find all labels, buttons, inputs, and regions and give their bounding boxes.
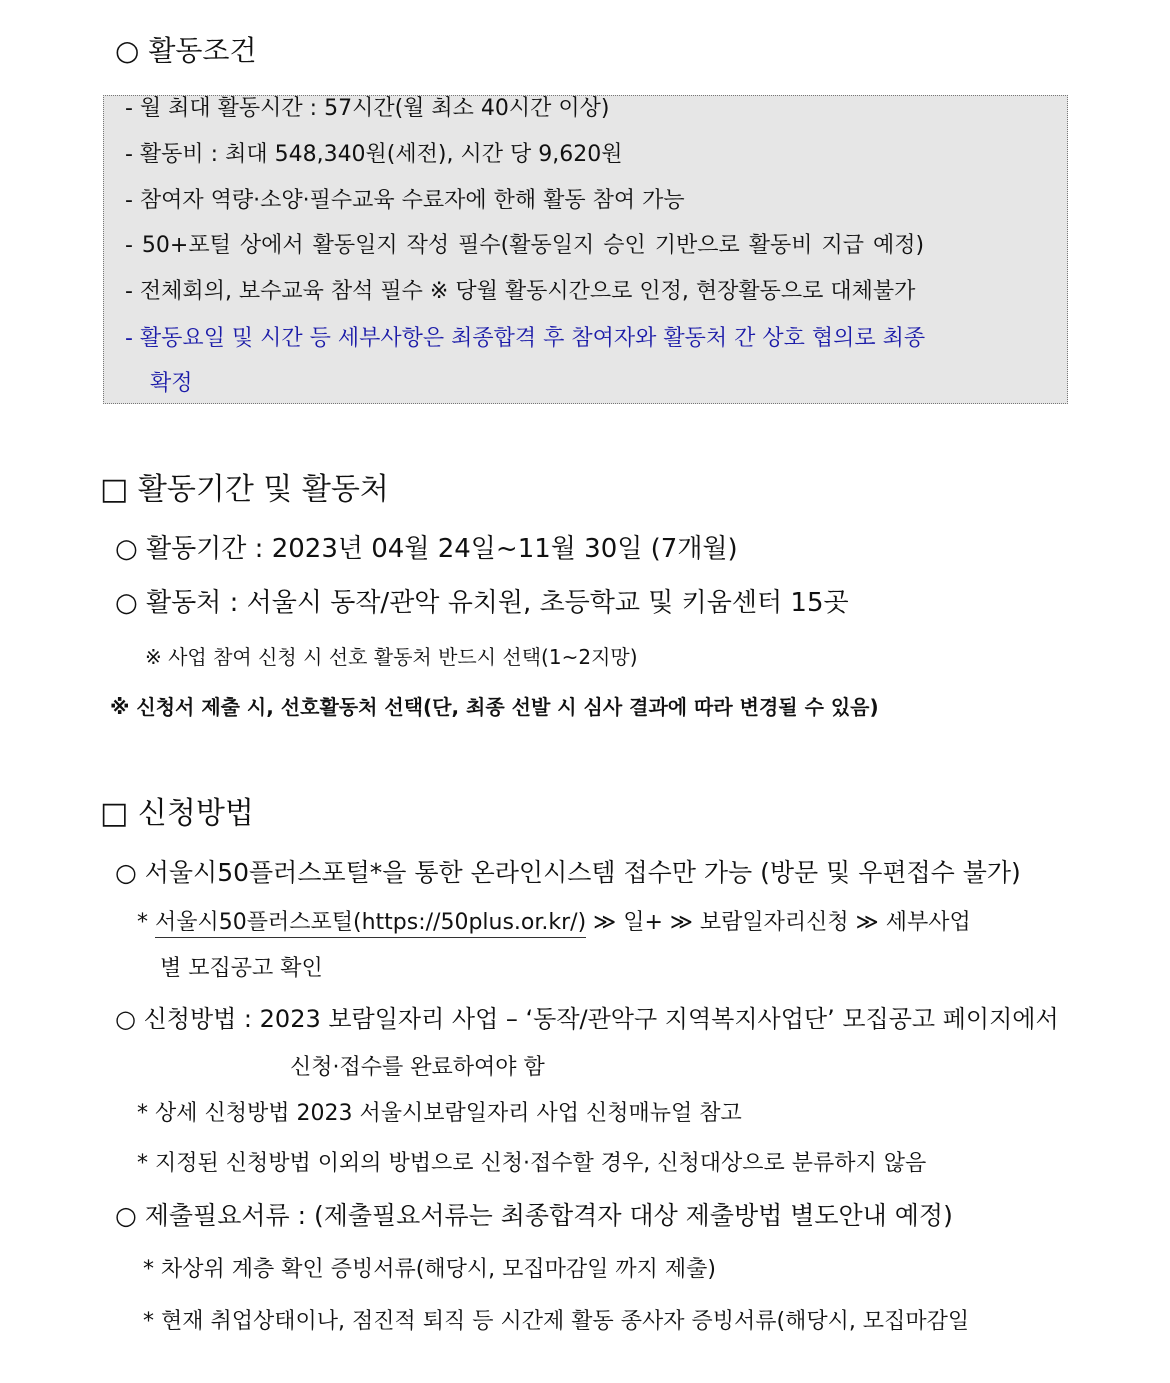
required-docs: ○ 제출필요서류 : (제출필요서류는 최종합격자 대상 제출방법 별도안내 예정) <box>115 1201 953 1230</box>
condition-item: - 전체회의, 보수교육 참석 필수 ※ 당월 활동시간으로 인정, 현장활동으로 대체불가 <box>125 279 916 304</box>
portal-path-cont: 별 모집공고 확인 <box>160 956 323 981</box>
condition-item-highlight-cont: 확정 <box>150 371 193 396</box>
apply-warning: * 지정된 신청방법 이외의 방법으로 신청·접수할 경우, 신청대상으로 분류하지 않음 <box>137 1151 927 1176</box>
activity-place: ○ 활동처 : 서울시 동작/관악 유치원, 초등학교 및 키움센터 15곳 <box>115 588 849 618</box>
activity-period: ○ 활동기간 : 2023년 04월 24일~11월 30일 (7개월) <box>115 534 738 564</box>
place-note-bold: ※ 신청서 제출 시, 선호활동처 선택(단, 최종 선발 시 심사 결과에 따라 변경될 수 있음) <box>110 695 879 719</box>
condition-item: - 월 최대 활동시간 : 57시간(월 최소 40시간 이상) <box>125 96 610 121</box>
doc-item: * 현재 취업상태이나, 점진적 퇴직 등 시간제 활동 종사자 증빙서류(해당시, 모집마감일 <box>143 1309 970 1334</box>
portal-path <box>137 912 971 934</box>
portal-link[interactable]: 서울시50플러스포털(https://50plus.or.kr/) <box>155 910 586 938</box>
condition-item: - 활동비 : 최대 548,340원(세전), 시간 당 9,620원 <box>125 142 623 167</box>
condition-item: - 참여자 역량·소양·필수교육 수료자에 한해 활동 참여 가능 <box>125 188 685 213</box>
condition-item: - 50+포털 상에서 활동일지 작성 필수(활동일지 승인 기반으로 활동비 지급 예정) <box>125 233 925 258</box>
apply-method: ○ 신청방법 : 2023 보람일자리 사업 – ‘동작/관악구 지역복지사업단’ 모집공고 페이지에서 <box>115 1005 1059 1033</box>
apply-method-cont: 신청·접수를 완료하여야 함 <box>290 1055 545 1080</box>
portal-path-text: ≫ 일+ ≫ 보람일자리신청 ≫ 세부사업 <box>586 910 971 935</box>
section-heading-apply: □ 신청방법 <box>100 796 254 831</box>
place-note: ※ 사업 참여 신청 시 선호 활동처 반드시 선택(1~2지망) <box>145 645 638 669</box>
apply-online: ○ 서울시50플러스포털*을 통한 온라인시스템 접수만 가능 (방문 및 우편접수 불가) <box>115 858 1021 887</box>
section-heading-period: □ 활동기간 및 활동처 <box>100 472 389 507</box>
condition-item-highlight: - 활동요일 및 시간 등 세부사항은 최종합격 후 참여자와 활동처 간 상호 협의로 최종 <box>125 326 926 351</box>
bullet-star: * <box>137 910 148 935</box>
doc-item: * 차상위 계층 확인 증빙서류(해당시, 모집마감일 까지 제출) <box>143 1257 716 1282</box>
apply-detail: * 상세 신청방법 2023 서울시보람일자리 사업 신청매뉴얼 참고 <box>137 1101 742 1126</box>
section-heading-conditions: ○ 활동조건 <box>115 34 257 67</box>
